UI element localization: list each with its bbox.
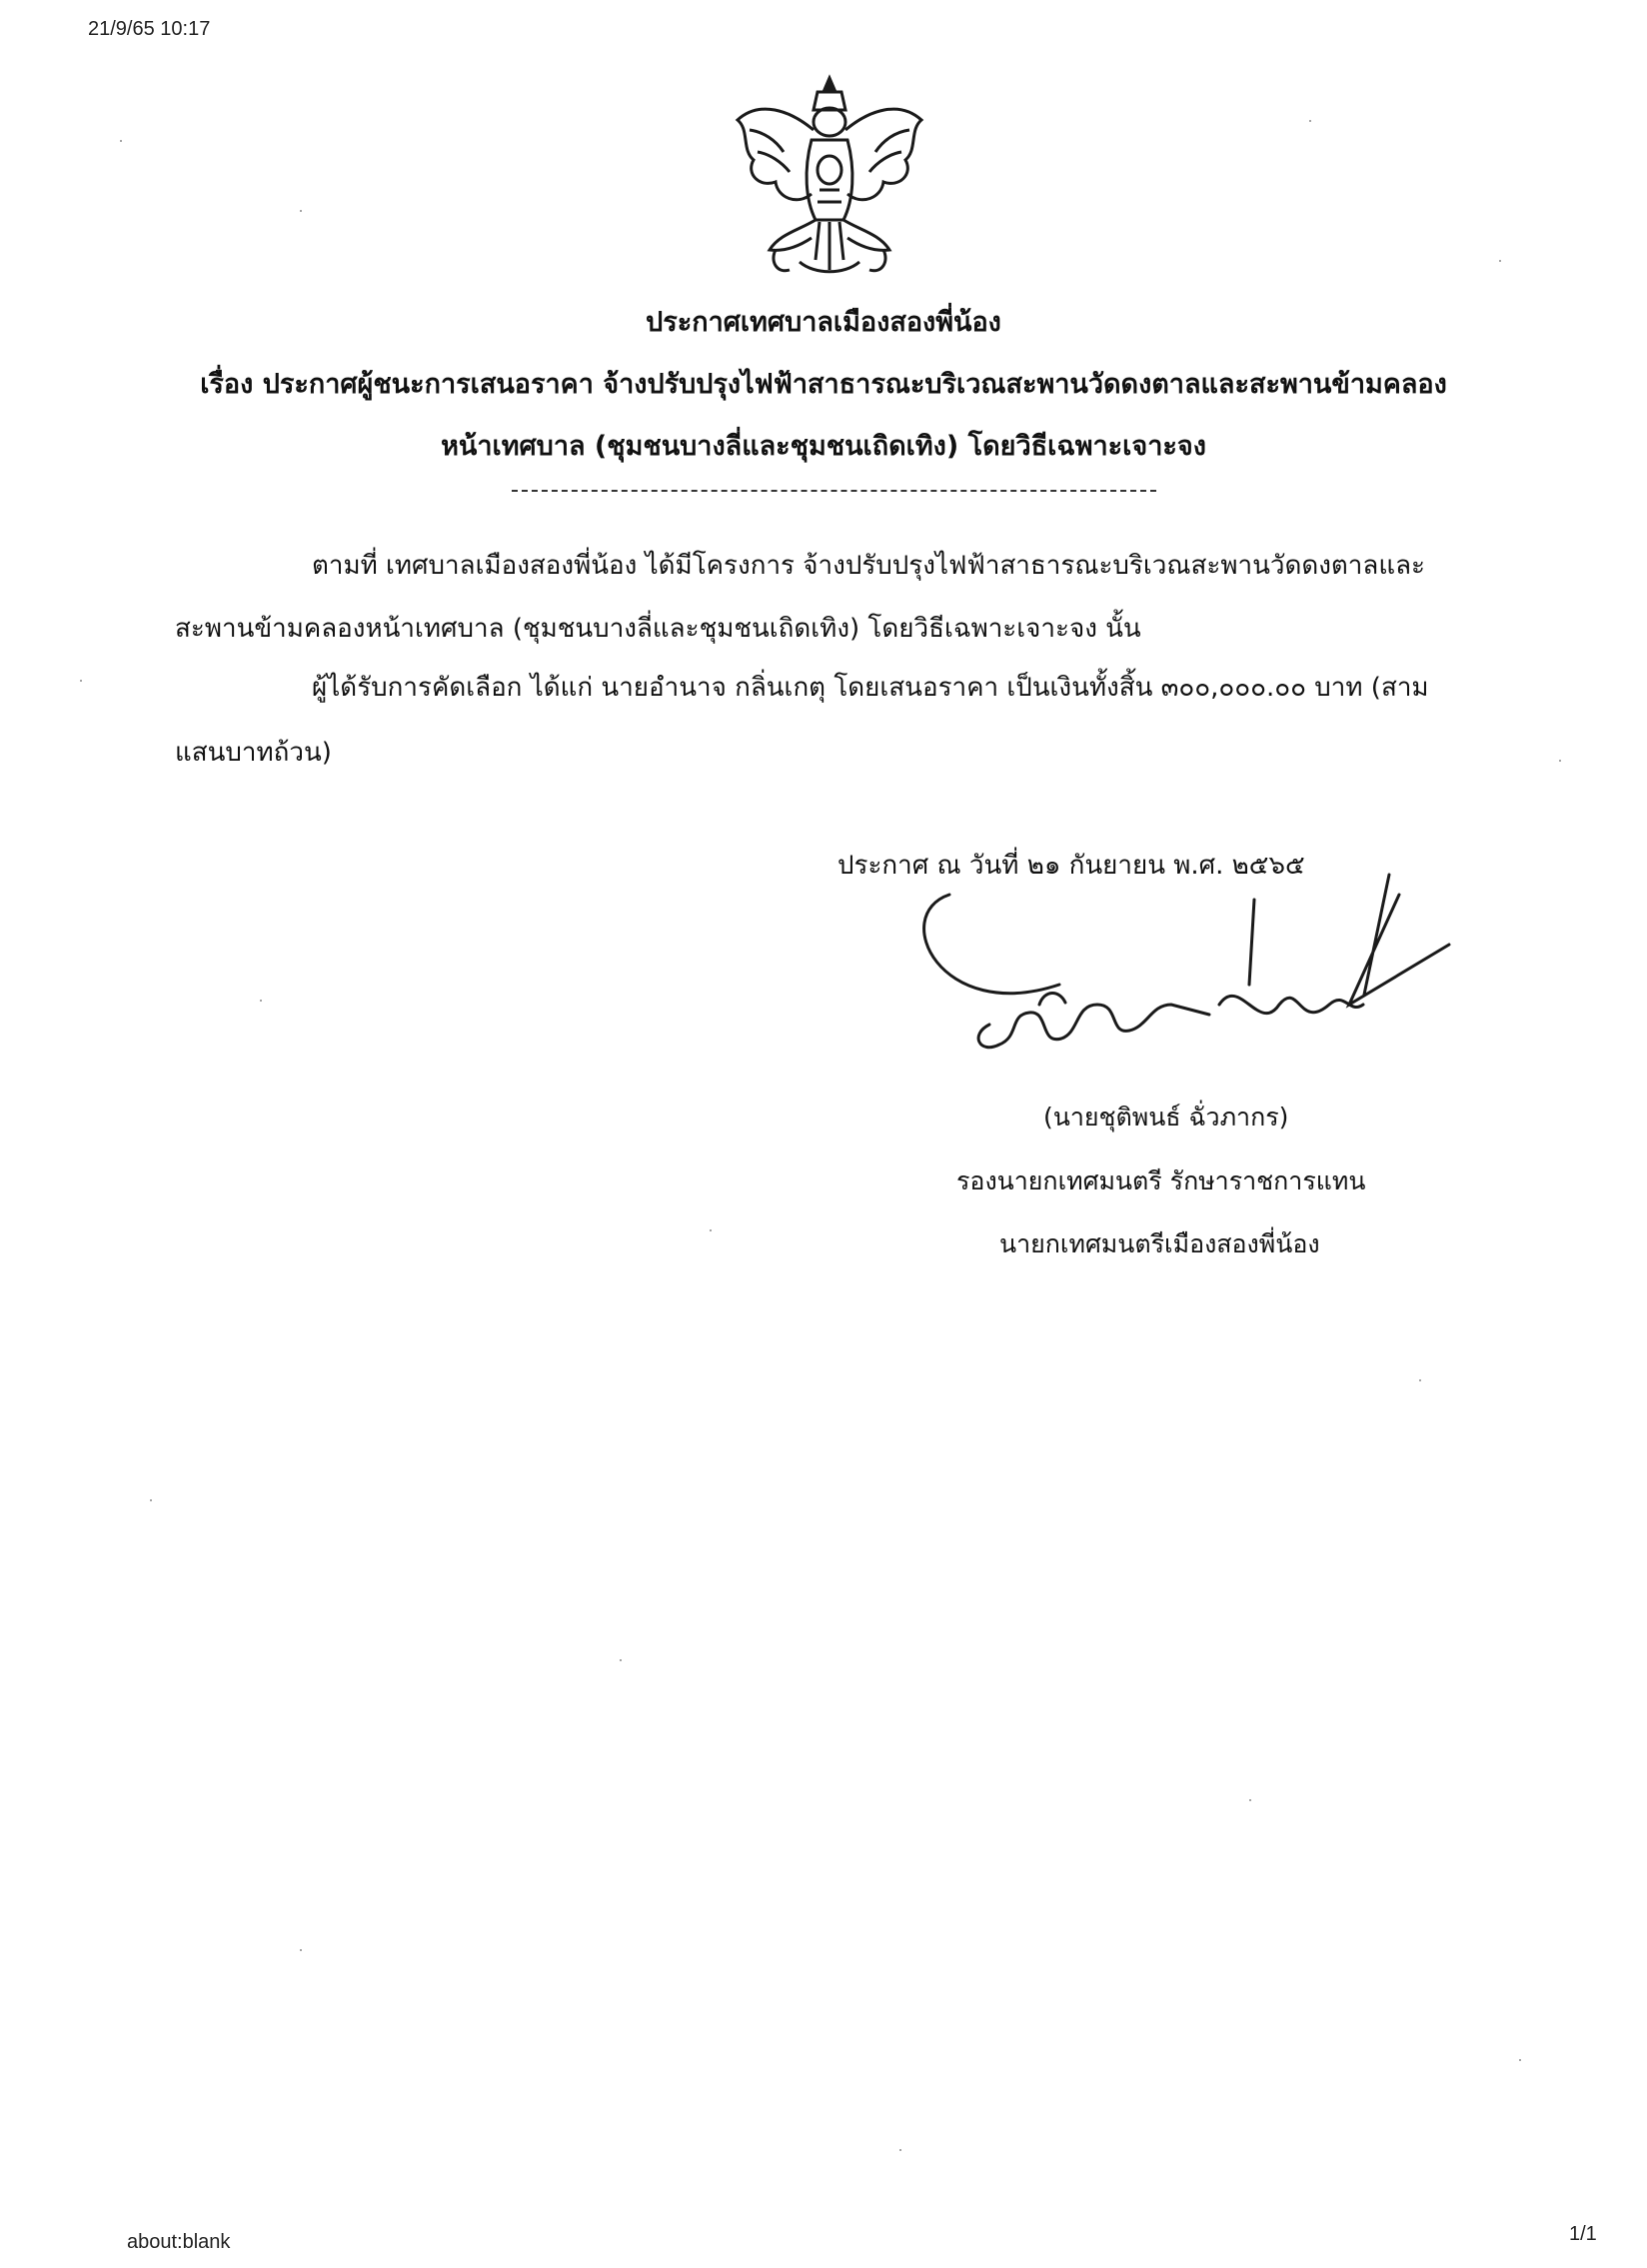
- scan-speck: [1249, 1799, 1251, 1801]
- body-paragraph2-line2: แสนบาทถ้วน): [175, 738, 332, 768]
- signatory-position-line1: รองนายกเทศมนตรี รักษาราชการแทน: [956, 1166, 1366, 1195]
- print-footer-page: 1/1: [1569, 2223, 1597, 2245]
- announcement-subject-line1: เรื่อง ประกาศผู้ชนะการเสนอราคา จ้างปรับปรุงไฟฟ้าสาธารณะบริเวณสะพานวัดดงตาลและสะพานข้ามคลอง: [200, 369, 1447, 400]
- signatory-position-line2: นายกเทศมนตรีเมืองสองพี่น้อง: [999, 1229, 1320, 1258]
- scan-speck: [300, 1949, 302, 1951]
- scan-speck: [1519, 2059, 1521, 2061]
- announcement-title: ประกาศเทศบาลเมืองสองพี่น้อง: [646, 307, 1001, 338]
- announcement-subject-line2: หน้าเทศบาล (ชุมชนบางลี่และชุมชนเถิดเทิง) โดยวิธีเฉพาะเจาะจง: [441, 431, 1206, 462]
- garuda-emblem-icon: [720, 70, 939, 288]
- scan-speck: [899, 2149, 901, 2151]
- body-paragraph1-line2: สะพานข้ามคลองหน้าเทศบาล (ชุมชนบางลี่และชุมชนเถิดเทิง) โดยวิธีเฉพาะเจาะจง นั้น: [175, 614, 1141, 644]
- scan-speck: [1309, 120, 1311, 122]
- separator-line: [512, 490, 1156, 492]
- scan-speck: [120, 140, 122, 142]
- announcement-date: ประกาศ ณ วันที่ ๒๑ กันยายน พ.ศ. ๒๕๖๕: [837, 851, 1305, 881]
- handwritten-signature-icon: [829, 855, 1479, 1095]
- scan-speck: [260, 1000, 262, 1002]
- print-header-datetime: 21/9/65 10:17: [88, 18, 211, 40]
- scan-speck: [300, 210, 302, 212]
- signatory-name: (นายชุติพนธ์ ฉั่วภากร): [1043, 1103, 1289, 1132]
- body-paragraph1-line1: ตามที่ เทศบาลเมืองสองพี่น้อง ได้มีโครงการ จ้างปรับปรุงไฟฟ้าสาธารณะบริเวณสะพานวัดดงตาลและ: [312, 551, 1425, 581]
- print-footer-url: about:blank: [127, 2231, 231, 2253]
- scan-speck: [1559, 760, 1561, 762]
- scan-speck: [80, 680, 82, 682]
- scan-speck: [1419, 1379, 1421, 1381]
- scan-speck: [150, 1499, 152, 1501]
- scan-speck: [710, 1229, 712, 1231]
- body-paragraph2-line1: ผู้ได้รับการคัดเลือก ได้แก่ นายอำนาจ กลิ่นเกตุ โดยเสนอราคา เป็นเงินทั้งสิ้น ๓๐๐,๐๐๐.๐๐ บาท (สาม: [312, 673, 1429, 703]
- scan-speck: [620, 1659, 622, 1661]
- scan-speck: [1499, 260, 1501, 262]
